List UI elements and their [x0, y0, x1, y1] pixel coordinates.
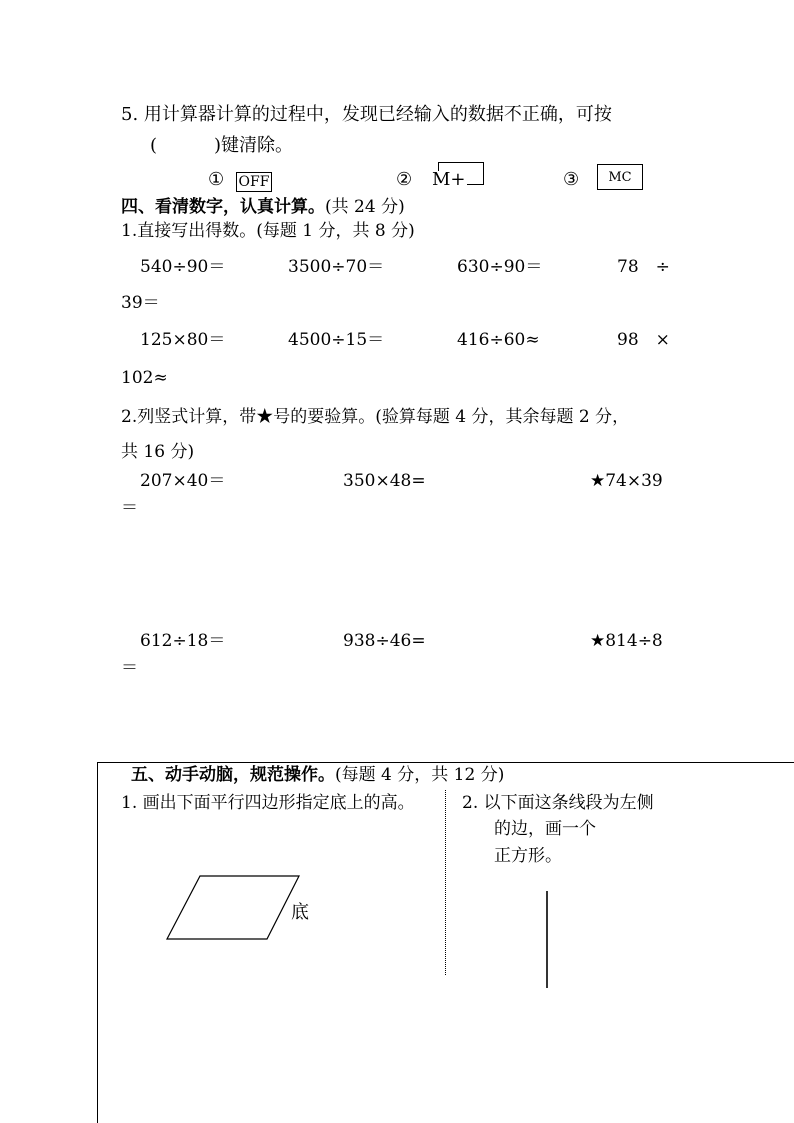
vertical-problem-1: 207×40＝ — [140, 471, 226, 491]
problem-1-3: 630÷90＝ — [457, 257, 543, 277]
problem-1-2: 3500÷70＝ — [288, 257, 385, 277]
problem-2-2: 4500÷15＝ — [288, 330, 385, 350]
base-label: 底 — [291, 902, 309, 923]
vertical-problem-3-wrap: ＝ — [121, 498, 138, 518]
section5-title: 五、动手动脑，规范操作。 — [131, 765, 335, 785]
problem-2-3: 416÷60≈ — [457, 330, 540, 350]
section4-score: (共 24 分) — [325, 197, 405, 217]
vertical-problem-6-wrap: ＝ — [121, 658, 138, 678]
off-key-label: OFF — [238, 174, 270, 190]
m-plus-box-top — [438, 162, 483, 163]
option2-number: ② — [396, 169, 413, 190]
option1-number: ① — [208, 169, 225, 190]
problem-1-1: 540÷90＝ — [140, 257, 226, 277]
parallelogram-figure — [160, 870, 310, 950]
section4-title: 四、看清数字，认真计算。 — [121, 197, 325, 217]
section5-q2-line2: 的边，画一个 — [494, 819, 596, 839]
part2-title-line2: 共 16 分) — [121, 442, 195, 462]
q5-line1: 5. 用计算器计算的过程中，发现已经输入的数据不正确，可按 — [121, 104, 612, 125]
m-plus-box-right — [483, 162, 484, 184]
vertical-problem-3-starred: ★74×39 — [590, 471, 663, 491]
mc-key-box — [597, 164, 643, 190]
vertical-problem-2: 350×48= — [343, 471, 426, 491]
vertical-problem-5: 938÷46= — [343, 631, 426, 651]
section5-q2-line3: 正方形。 — [494, 846, 562, 866]
section4-heading — [121, 199, 405, 216]
q5-answer-open: ( — [150, 135, 158, 156]
section5-score: (每题 4 分，共 12 分) — [335, 765, 505, 785]
problem-2-1: 125×80＝ — [140, 330, 226, 350]
part1-title: 1.直接写出得数。(每题 1 分，共 8 分) — [121, 221, 415, 241]
section5-top-border — [97, 762, 794, 763]
section5-heading — [131, 767, 504, 784]
problem-1-4: 78 ÷ — [617, 257, 670, 277]
section5-left-border — [97, 762, 98, 1123]
vertical-problem-4: 612÷18＝ — [140, 631, 226, 651]
vertical-problem-6-starred: ★814÷8 — [590, 631, 663, 651]
problem-2-4-wrap: 102≈ — [121, 368, 168, 388]
m-plus-key-label: M+ — [432, 169, 466, 190]
line-segment-figure — [540, 885, 554, 995]
section5-q2-line1: 2. 以下面这条线段为左侧 — [462, 793, 654, 813]
problem-2-4: 98 × — [617, 330, 670, 350]
part2-title-line1: 2.列竖式计算，带★号的要验算。(验算每题 4 分，其余每题 2 分， — [121, 407, 630, 427]
q5-answer-close: )键清除。 — [214, 135, 294, 156]
parallelogram — [167, 876, 299, 939]
mc-key-label: MC — [608, 169, 632, 185]
off-key-box — [236, 172, 272, 192]
section5-column-divider — [445, 790, 446, 975]
problem-1-4-wrap: 39＝ — [121, 293, 160, 313]
section5-q1: 1. 画出下面平行四边形指定底上的高。 — [121, 793, 415, 813]
option3-number: ③ — [563, 169, 580, 190]
